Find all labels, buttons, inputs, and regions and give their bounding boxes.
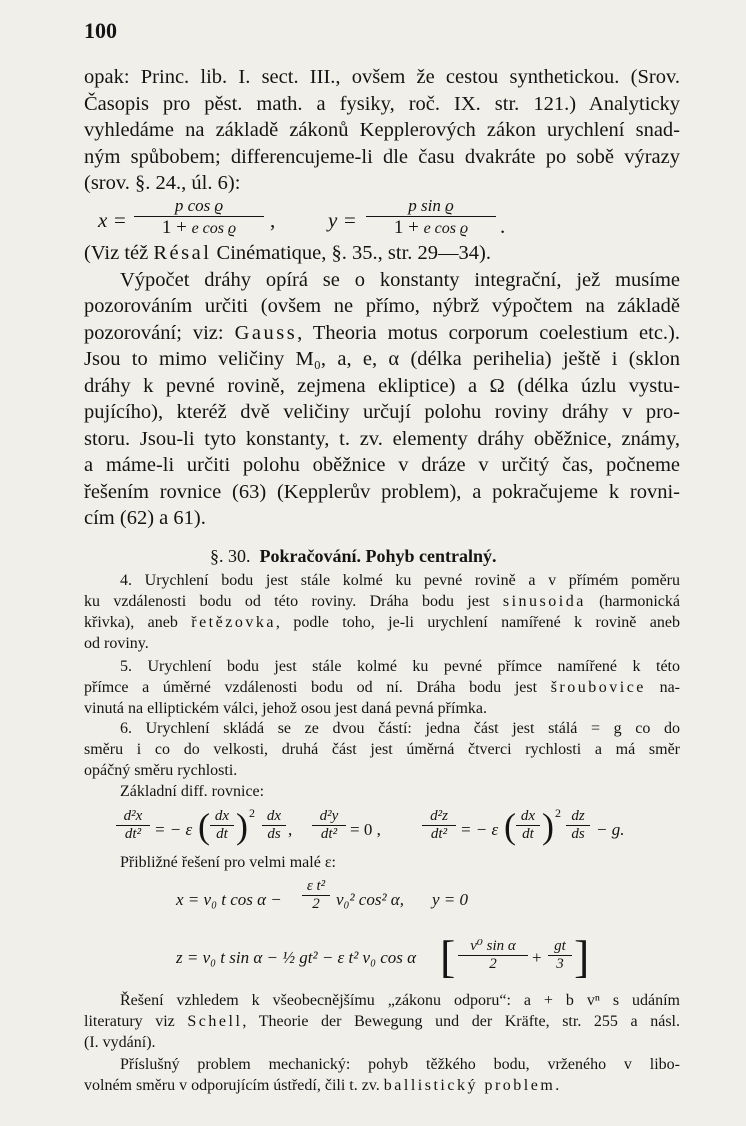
frac-den: 2 (312, 896, 320, 912)
text-line: 5. Urychlení bodu jest stále kolmé ku pevné přímce namířené k této (120, 658, 680, 675)
frac-den: dt (522, 826, 534, 842)
eq-part: z = v₀ t sin α − ½ gt² − ε t² v₀ cos α (176, 948, 417, 967)
text-span: pozorování; viz: (84, 321, 235, 344)
fraction (516, 808, 540, 843)
text-span: Cinématique, §. 35., str. 29—34). (211, 242, 491, 264)
minus-g: − g. (596, 820, 625, 839)
text-line (84, 677, 680, 698)
frac-num: p sin ϱ (408, 196, 454, 215)
text-line (84, 1011, 680, 1032)
text-line: cím (62) a 61). (84, 507, 206, 529)
section-number: §. 30. (210, 546, 251, 566)
diff-equations (116, 806, 696, 854)
paragraph-main (84, 240, 680, 532)
period: . (500, 214, 506, 238)
text-line (84, 612, 680, 633)
frac-num: dz (571, 808, 585, 824)
fraction (422, 808, 456, 843)
paren-open: ( (198, 806, 210, 846)
paren-close: ) (542, 806, 554, 846)
fraction (312, 808, 346, 843)
text-span: ku vzdálenosti bodu od této roviny. Dráha bodu jest (84, 593, 503, 610)
bracket-open: [ (440, 931, 456, 982)
exercise-5 (84, 656, 680, 719)
text-line: pujícího), kteréž dvě veličiny určují polohu roviny dráhy v pro- (84, 401, 680, 423)
frac-num: d²y (319, 808, 339, 824)
text-line: (I. vydání). (84, 1034, 156, 1051)
text-line (84, 591, 680, 612)
text-line: 6. Urychlení skládá se ze dvou částí: jedna část jest stálá = g co do (120, 720, 680, 737)
equation-xy (98, 196, 658, 242)
text-span: volném směru v odporujícím ústředí, čili t. zv. (84, 1077, 384, 1094)
text-line: Základní diff. rovnice: (120, 783, 265, 800)
text-line: Časopis pro pěst. math. a fysiky, roč. IX. str. 121.) Analyticky (84, 92, 680, 115)
frac-den: ds (571, 826, 585, 842)
frac-den (366, 217, 496, 240)
comma: , (270, 208, 276, 232)
frac-den: 3 (556, 956, 564, 972)
paragraph-intro (84, 64, 680, 197)
text-line: Jsou to mimo veličiny M₀, a, e, α (délka perihelia) ještě i (sklon (84, 348, 680, 370)
text-span: . (555, 1077, 560, 1094)
author-name: Résal (153, 242, 212, 264)
text-line: (srov. §. 24., úl. 6): (84, 172, 241, 194)
text-line: směru i co do velkosti, druhá část jest úměrná čtverci rychlosti a má směr (84, 741, 680, 758)
text-line: ným spůbobem; differencujeme-li dle času dvakráte po sobě výrazy (84, 145, 680, 168)
equals-zero: = 0 , (350, 820, 381, 839)
frac-num: gt (554, 938, 566, 954)
frac-den: dt (216, 826, 228, 842)
text-line: vyhledáme na základě zákonů Kepplerových zákon urychlení snad- (84, 119, 680, 141)
text-line: opak: Princ. lib. I. sect. III., ovšem že cestou synthetickou. (Srov. (84, 66, 680, 88)
fraction (116, 808, 150, 843)
text-line: vinutá na elliptickém válci, jehož osou jest daná pevná přímka. (84, 700, 487, 717)
text-span: na- (645, 679, 680, 696)
frac-den: dt² (124, 826, 142, 842)
spaced-term: ballistický problem (383, 1077, 556, 1094)
plus: + (532, 948, 542, 967)
text-span: , podle toho, je-li urychlení namířené k rovině aneb (275, 614, 681, 631)
text-line: opáčný směru rychlosti. (84, 762, 238, 779)
paren-close: ) (236, 806, 248, 846)
fraction (458, 938, 528, 973)
text-line (84, 240, 680, 267)
text-line: a máme-li určiti polohu oběžnice v dráze v určitý čas, počneme (84, 454, 680, 476)
spaced-term: sinusoida (502, 593, 586, 610)
fraction-x (134, 196, 264, 240)
den-part: 1 + (393, 217, 424, 238)
eq-part: x = v₀ t cos α − (176, 890, 282, 909)
frac-num: dx (266, 808, 282, 824)
paragraph-resistance (84, 990, 680, 1053)
section-title: Pokračování. Pohyb centralný. (259, 546, 497, 566)
text-span: literatury viz (84, 1013, 188, 1030)
solution-x-y (176, 876, 616, 922)
text-span: křivka), aneb (84, 614, 192, 631)
text-line: Řešení vzhledem k všeobecnějšímu „zákonu odporu“: a + b vⁿ s udáním (120, 992, 680, 1009)
frac-num: dx (214, 808, 230, 824)
text-line (84, 1075, 680, 1096)
text-span: přímce a úměrné vzdálenosti bodu od ní. Dráha bodu jest (84, 679, 551, 696)
exercise-6 (84, 718, 680, 802)
text-line: dráhy k pevné rovině, zejmena ekliptice) a Ω (délka úzlu vystu- (84, 374, 680, 397)
den-part: e cos ϱ (191, 220, 237, 237)
equals-minus: = − ε (460, 820, 499, 839)
text-span: , Theorie der Bewegung und der Kräfte, str. 255 a násl. (242, 1013, 680, 1030)
frac-num: v⁰ sin α (470, 938, 516, 954)
paren-open: ( (504, 806, 516, 846)
frac-num: dx (520, 808, 536, 824)
text-line: 4. Urychlení bodu jest stále kolmé ku pevné rovině a v přímém poměru (120, 572, 680, 589)
frac-den: dt² (430, 826, 448, 842)
comma: , (288, 820, 293, 839)
text-line: Výpočet dráhy opírá se o konstanty integrační, jež musíme (120, 268, 680, 291)
exponent: 2 (555, 806, 561, 820)
frac-num: p cos ϱ (174, 196, 224, 215)
frac-num: ε t² (306, 878, 326, 894)
eq-part: y = 0 (432, 890, 469, 909)
frac-den: dt² (320, 826, 338, 842)
page-number: 100 (84, 18, 117, 43)
fraction-y (366, 196, 496, 240)
eq-part: v₀² cos² α, (336, 890, 404, 909)
author-name: Gauss (234, 321, 298, 344)
solution-z (176, 931, 676, 982)
fraction (548, 938, 572, 973)
text-line: od roviny. (84, 635, 149, 652)
text-span: , Theoria motus corporum coelestium etc.). (297, 321, 681, 344)
exercise-4 (84, 570, 680, 654)
frac-den: ds (267, 826, 281, 842)
text-line: Přibližné řešení pro velmi malé ε: (120, 854, 336, 871)
section-heading (210, 546, 497, 567)
spaced-term: šroubovice (550, 679, 646, 696)
fraction (210, 808, 234, 843)
fraction (262, 808, 286, 843)
den-part: e cos ϱ (423, 220, 469, 237)
eq-y-lhs: y = (328, 208, 357, 232)
frac-den: 2 (489, 956, 497, 972)
approx-label (84, 852, 680, 873)
equals-minus: = − ε (154, 820, 193, 839)
frac-num: d²x (123, 808, 143, 824)
spaced-term: řetězovka (191, 614, 276, 631)
text-line: pozorováním určiti (ovšem ne přímo, nýbrž výpočtem na základě (84, 295, 680, 317)
den-part: 1 + (161, 217, 192, 238)
frac-num: d²z (430, 808, 448, 824)
text-line: Příslušný problem mechanický: pohyb těžkého bodu, vrženého v libo- (120, 1056, 680, 1073)
eq-x-lhs: x = (98, 208, 127, 232)
author-name: Schell (187, 1013, 243, 1030)
text-span: (harmonická (585, 593, 680, 610)
text-line (84, 320, 680, 347)
text-line: řešením rovnice (63) (Kepplerův problem), a pokračujeme k rovni- (84, 480, 680, 503)
fraction (302, 878, 330, 913)
paragraph-ballistic (84, 1054, 680, 1096)
text-line: storu. Jsou-li tyto konstanty, t. zv. elementy dráhy oběžnice, známy, (84, 427, 680, 450)
fraction (566, 808, 590, 843)
frac-den (134, 217, 264, 240)
bracket-close: ] (574, 931, 590, 982)
text-span: (Viz též (84, 242, 154, 264)
exponent: 2 (249, 806, 255, 820)
